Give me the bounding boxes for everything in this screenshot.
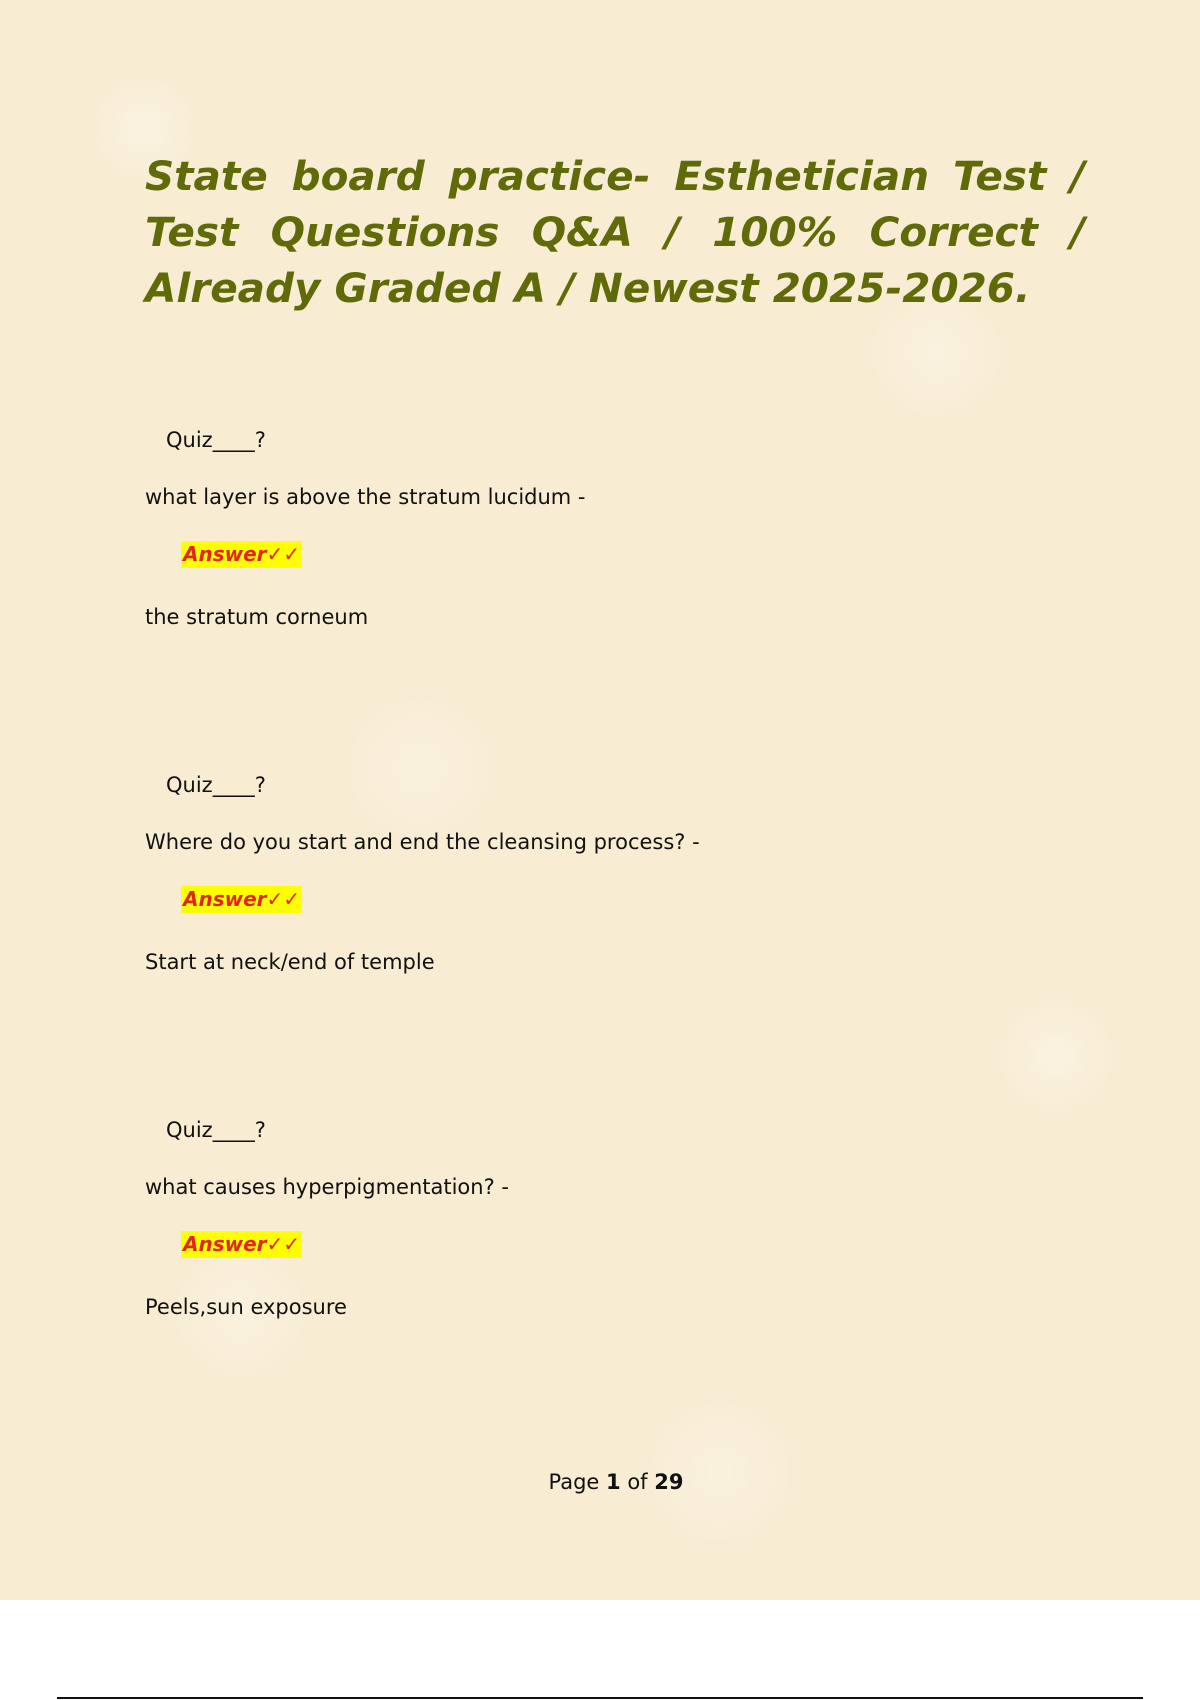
page-number: 1 <box>606 1470 621 1494</box>
answer-text: Peels,sun exposure <box>145 1295 347 1319</box>
page-divider <box>57 1697 1143 1699</box>
quiz-label: Quiz____? <box>166 1118 266 1142</box>
question-text: what causes hyperpigmentation? - <box>145 1175 509 1199</box>
total-pages: 29 <box>654 1470 684 1494</box>
quiz-label: Quiz____? <box>166 428 266 452</box>
answer-tag: Answer✓✓ <box>183 887 301 911</box>
answer-tag: Answer✓✓ <box>183 542 301 566</box>
title-line: Test Questions Q&A / 100% Correct / <box>145 208 1085 256</box>
page-footer <box>0 1470 1200 1494</box>
title-line: State board practice- Esthetician Test / <box>145 152 1085 200</box>
title-line: Already Graded A / Newest 2025-2026. <box>145 264 1031 312</box>
answer-text: Start at neck/end of temple <box>145 950 435 974</box>
page-label: Page <box>548 1470 600 1494</box>
answer-tag: Answer✓✓ <box>183 1232 301 1256</box>
question-text: what layer is above the stratum lucidum - <box>145 485 586 509</box>
answer-text: the stratum corneum <box>145 605 369 629</box>
of-label: of <box>627 1470 648 1494</box>
quiz-label: Quiz____? <box>166 773 266 797</box>
question-text: Where do you start and end the cleansing process? - <box>145 830 700 854</box>
document-title <box>145 148 1085 316</box>
